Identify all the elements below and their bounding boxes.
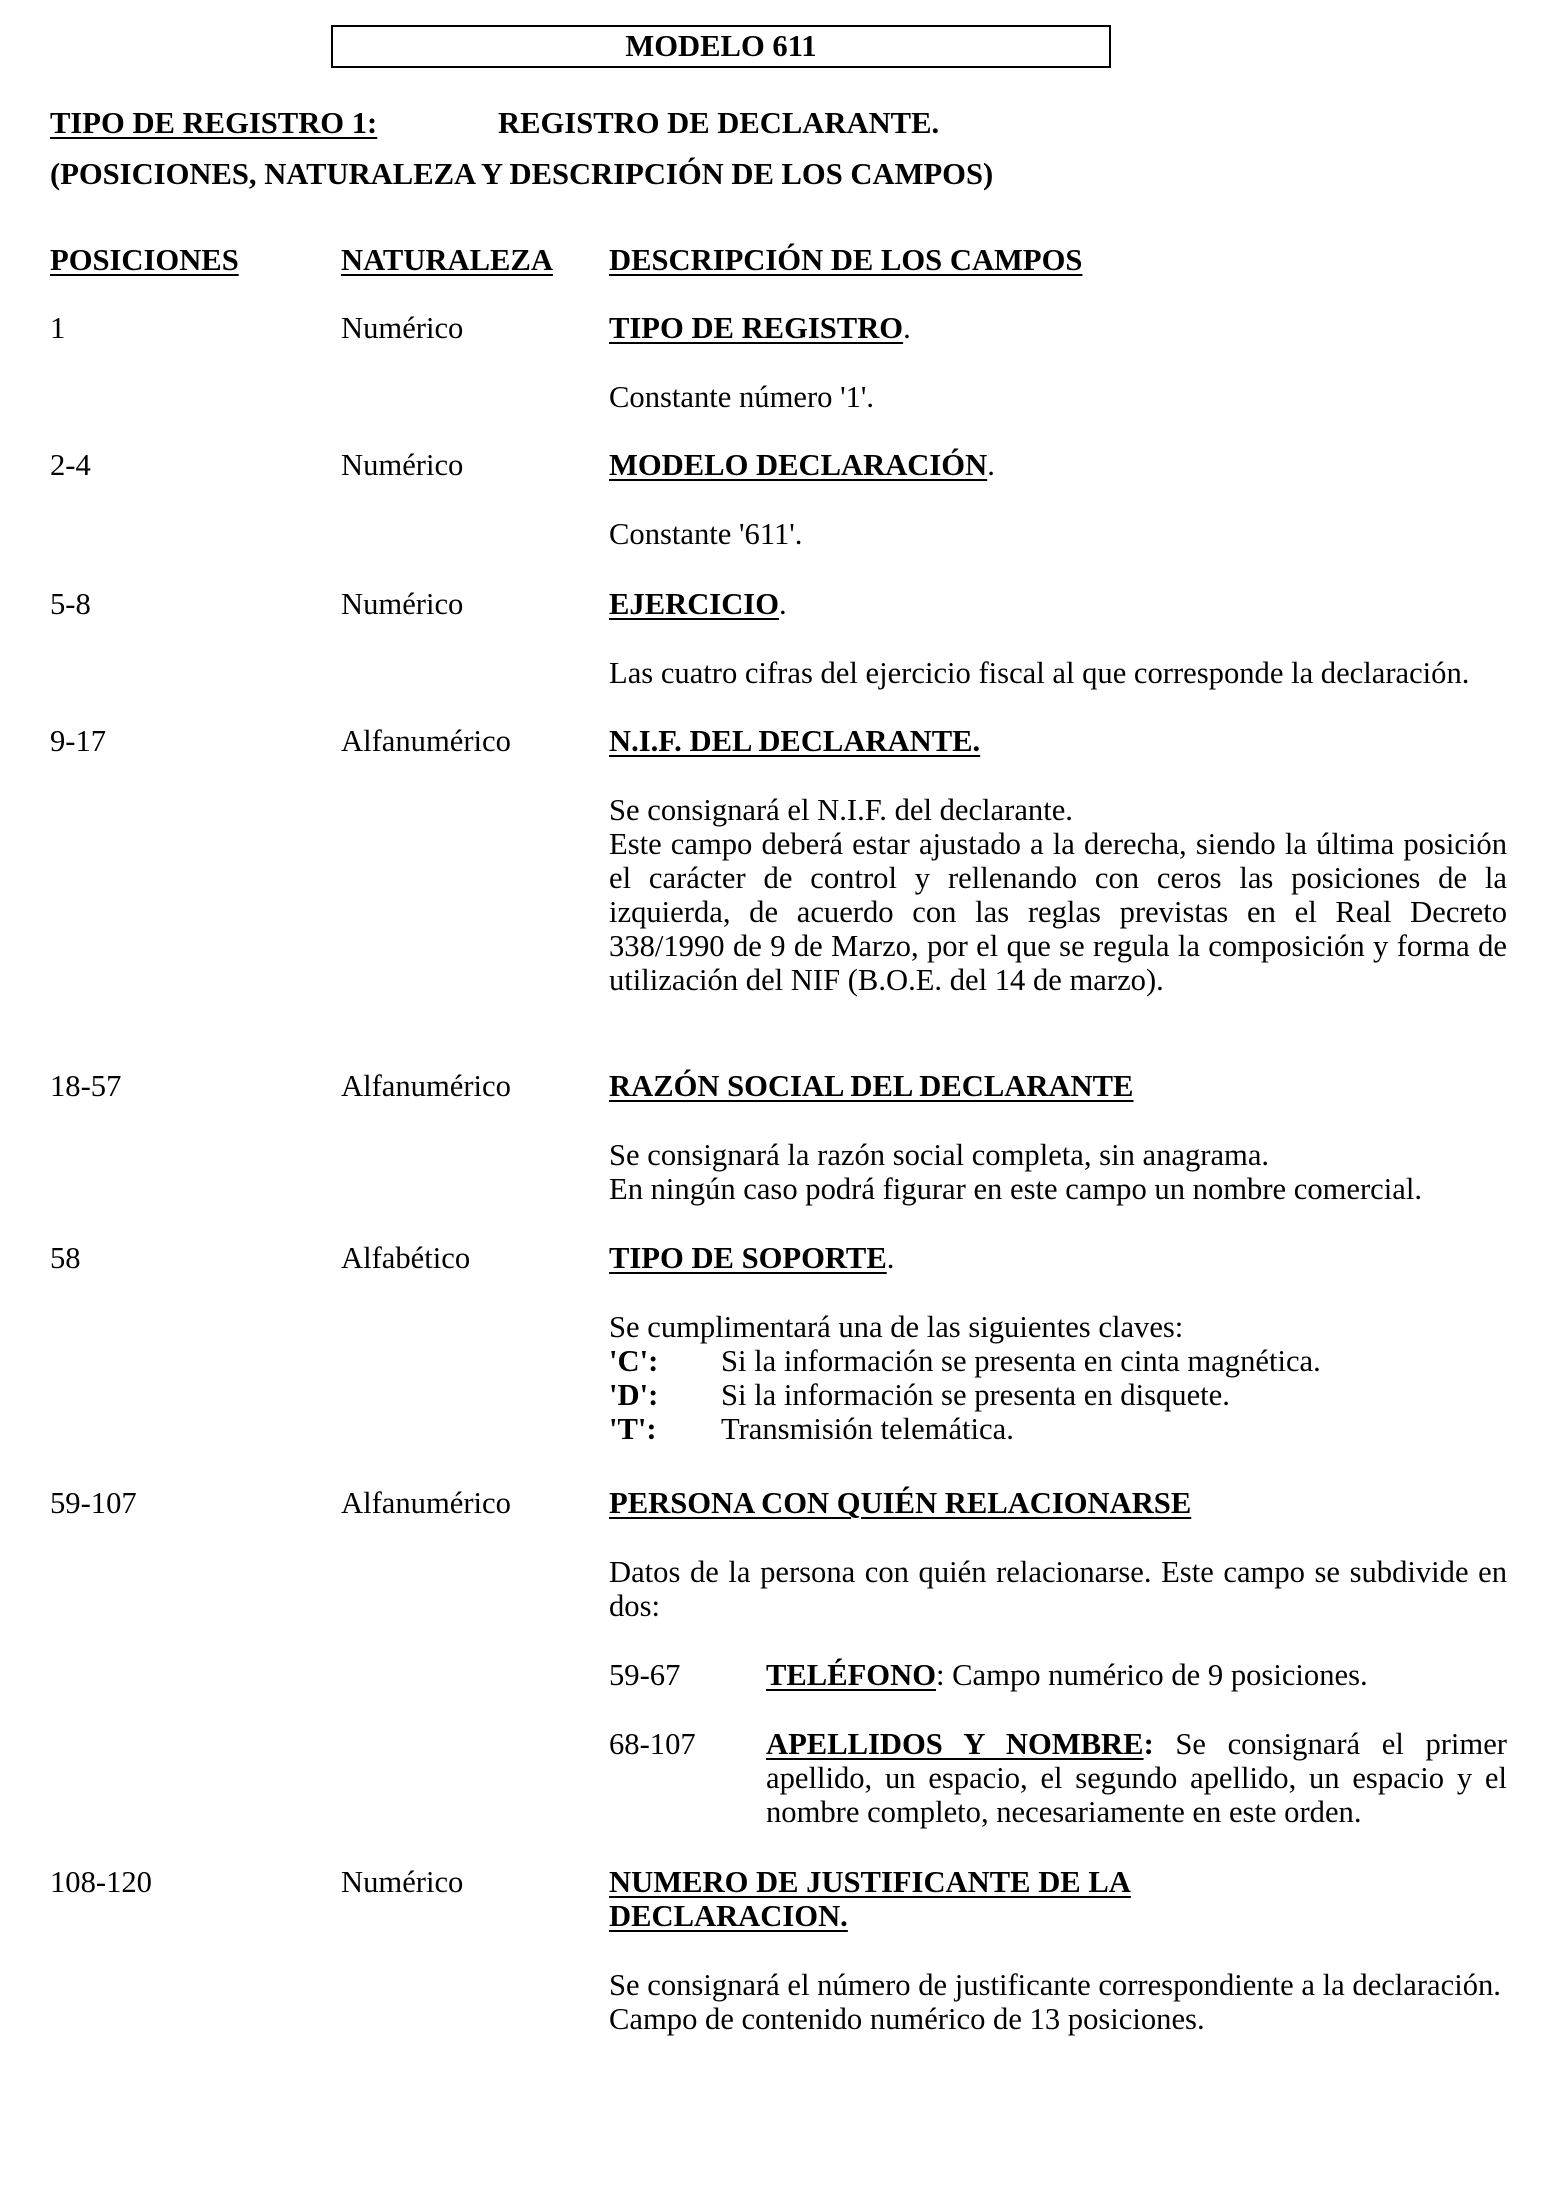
field-positions: 1 [50,311,66,345]
subfield-text: Campo numérico de 9 posiciones. [952,1658,1368,1692]
description-line: 338/1990 de 9 de Marzo, por el que se regula la composición y forma de [609,929,1507,963]
field-name [609,448,1507,482]
field-name-text: TIPO DE SOPORTE [609,1241,887,1275]
field-nature: Numérico [341,448,464,482]
column-header-nature: NATURALEZA [341,243,553,277]
subfield-positions: 59-67 [609,1658,681,1692]
column-header-row [0,243,1561,277]
description-line: utilización del NIF (B.O.E. del 14 de marzo). [609,963,1164,997]
field-row [0,448,1561,551]
field-positions: 58 [50,1241,81,1275]
key-text: Si la información se presenta en disquete. [721,1378,1230,1412]
field-row [0,587,1561,690]
column-header-description-text: DESCRIPCIÓN DE LOS CAMPOS [609,243,1083,277]
description-line: Se consignará el N.I.F. del declarante. [609,793,1073,827]
record-type-label: TIPO DE REGISTRO 1: [50,106,378,140]
field-row [0,1069,1561,1206]
subfield-name-suffix: : [1143,1727,1154,1761]
record-type-name: REGISTRO DE DECLARANTE. [498,106,940,140]
field-name [609,1069,1507,1103]
field-positions: 18-57 [50,1069,122,1103]
field-description [609,1069,1507,1206]
field-row [0,1486,1561,1829]
field-nature: Numérico [341,1865,464,1899]
field-name-suffix: . [987,448,995,482]
subfield [609,1727,1507,1829]
subfield-line [766,1727,1507,1761]
field-name [609,587,1507,621]
subfield [609,1658,1507,1692]
key-text: Si la información se presenta en cinta magnética. [721,1344,1321,1378]
field-name-suffix: . [886,1241,895,1275]
field-positions: 108-120 [50,1865,152,1899]
field-description [609,1865,1507,2036]
subfield-line [766,1658,1507,1692]
subfield-name: TELÉFONO [766,1658,936,1692]
description-line: Las cuatro cifras del ejercicio fiscal al que corresponde la declaración. [609,656,1470,690]
field-description [609,1486,1507,1829]
key-code: 'C': [609,1344,659,1378]
field-description [609,311,1507,414]
field-row [0,1241,1561,1446]
field-positions: 2-4 [50,448,91,482]
field-name-text: RAZÓN SOCIAL DEL DECLARANTE [609,1069,1134,1103]
subfield-text: Se consignará el primer [1175,1727,1507,1761]
field-nature: Alfabético [341,1241,471,1275]
subfield-name: APELLIDOS Y NOMBRE [766,1727,1144,1761]
field-name-text: EJERCICIO [609,587,779,621]
key-option [609,1344,1507,1378]
field-name [609,1865,1169,1933]
document-subtitle: (POSICIONES, NATURALEZA Y DESCRIPCIÓN DE LOS CAMPOS) [50,157,994,191]
field-name-text: NUMERO DE JUSTIFICANTE DE LA DECLARACION. [609,1865,1131,1933]
description-line: el carácter de control y rellenando con ceros las posiciones de la [609,861,1507,895]
key-code: 'T': [609,1412,657,1446]
description-line: Constante número '1'. [609,380,875,414]
field-description [609,587,1507,690]
field-description [609,1241,1507,1446]
key-text: Transmisión telemática. [721,1412,1014,1446]
description-line: Este campo deberá estar ajustado a la derecha, siendo la última posición [609,827,1507,861]
description-line: Campo de contenido numérico de 13 posiciones. [609,2002,1205,2036]
description-line: Datos de la persona con quién relacionarse. Este campo se subdivide en [609,1555,1507,1589]
field-nature: Alfanumérico [341,724,511,758]
description-line: Se consignará el número de justificante correspondiente a la declaración. [609,1968,1501,2002]
key-option [609,1412,1507,1446]
column-header-positions: POSICIONES [50,243,239,277]
subfield-line: nombre completo, necesariamente en este orden. [766,1795,1362,1829]
description-line: En ningún caso podrá figurar en este campo un nombre comercial. [609,1172,1422,1206]
field-name [609,724,1507,758]
description-line: Se cumplimentará una de las siguientes claves: [609,1310,1184,1344]
description-line: dos: [609,1589,660,1623]
field-name-suffix: . [903,311,911,345]
field-description [609,448,1507,551]
field-row [0,311,1561,414]
description-line: Se consignará la razón social completa, sin anagrama. [609,1138,1270,1172]
field-nature: Alfanumérico [341,1486,511,1520]
field-nature: Numérico [341,311,464,345]
field-description [609,724,1507,997]
field-name [609,1486,1507,1520]
description-line: Constante '611'. [609,517,803,551]
field-name-text: TIPO DE REGISTRO [609,311,904,345]
subfield-line: apellido, un espacio, el segundo apellido, un espacio y el [766,1761,1507,1795]
field-nature: Numérico [341,587,464,621]
key-option [609,1378,1507,1412]
description-line: izquierda, de acuerdo con las reglas previstas en el Real Decreto [609,895,1507,929]
field-positions: 9-17 [50,724,107,758]
field-row [0,724,1561,997]
subfield-name-suffix: : [936,1658,945,1692]
field-nature: Alfanumérico [341,1069,511,1103]
subfield-positions: 68-107 [609,1727,696,1761]
field-name-text: PERSONA CON QUIÉN RELACIONARSE [609,1486,1192,1520]
field-positions: 59-107 [50,1486,137,1520]
field-name-text: N.I.F. DEL DECLARANTE. [609,724,981,758]
column-header-description [609,243,1507,277]
field-name-suffix: . [779,587,787,621]
key-code: 'D': [609,1378,659,1412]
field-name [609,311,1507,345]
field-positions: 5-8 [50,587,91,621]
field-name-text: MODELO DECLARACIÓN [609,448,988,482]
field-row [0,1865,1561,2036]
document-title: MODELO 611 [331,25,1111,68]
field-name [609,1241,1507,1275]
